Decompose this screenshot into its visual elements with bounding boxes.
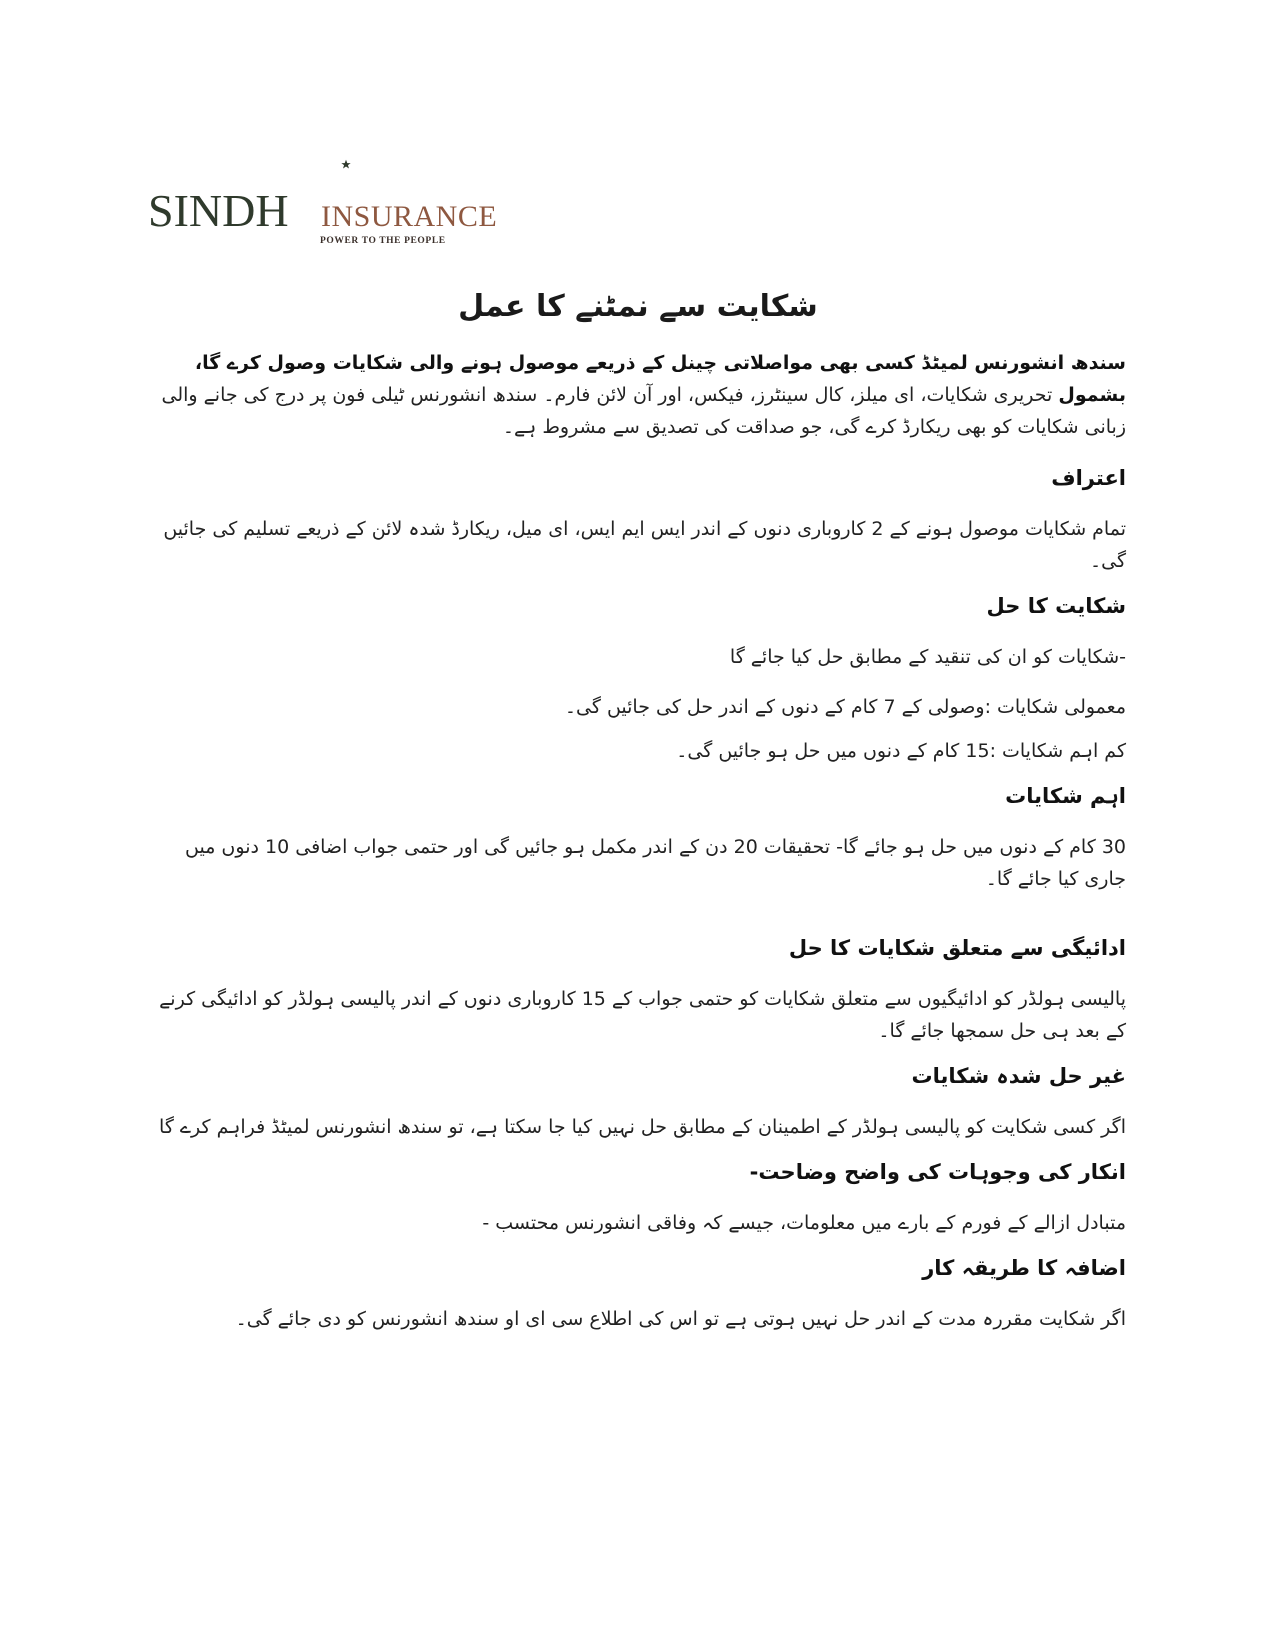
intro-paragraph	[150, 347, 1126, 443]
heading-important: اہم شکایات	[1005, 784, 1126, 808]
resolution-line-1: -شکایات کو ان کی تنقید کے مطابق حل کیا جائے گا	[729, 646, 1126, 668]
unresolved-text: اگر کسی شکایت کو پالیسی ہولڈر کے اطمینان کے مطابق حل نہیں کیا جا سکتا ہے، تو سندھ انشورنس لمیٹڈ فراہم کرے گا	[159, 1116, 1126, 1138]
company-logo	[148, 158, 528, 248]
logo-name-secondary: INSURANCE	[321, 200, 498, 233]
logo-tagline: POWER TO THE PEOPLE	[320, 236, 446, 246]
heading-payment: ادائیگی سے متعلق شکایات کا حل	[788, 936, 1126, 960]
heading-unresolved: غیر حل شدہ شکایات	[911, 1064, 1126, 1088]
intro-rest-text: تحریری شکایات، ای میلز، کال سینٹرز، فیکس، اور آن لائن فارم۔ سندھ انشورنس ٹیلی فون پر درج کی جانے والی زبانی شکایات کو بھی ریکارڈ کرے گی، جو صداقت کی تصدیق سے مشروط ہے۔	[161, 384, 1126, 438]
logo-name-main: SINDH	[148, 185, 289, 236]
resolution-line-2: معمولی شکایات :وصولی کے 7 کام کے دنوں کے اندر حل کی جائیں گی۔	[564, 696, 1126, 718]
escalation-text: اگر شکایت مقررہ مدت کے اندر حل نہیں ہوتی ہے تو اس کی اطلاع سی ای او سندھ انشورنس کو دی جائے گی۔	[235, 1308, 1126, 1330]
document-body	[150, 285, 1126, 1335]
important-text: 30 کام کے دنوں میں حل ہو جائے گا- تحقیقات 20 دن کے اندر مکمل ہو جائیں گی اور حتمی جواب اضافی 10 دنوں میں جاری کیا جائے گا۔	[185, 836, 1126, 890]
heading-refusal: انکار کی وجوہات کی واضح وضاحت-	[749, 1160, 1126, 1184]
refusal-text: متبادل ازالے کے فورم کے بارے میں معلومات، جیسے کہ وفاقی انشورنس محتسب -	[482, 1212, 1126, 1234]
resolution-line-3: کم اہم شکایات :15 کام کے دنوں میں حل ہو جائیں گی۔	[676, 740, 1126, 762]
payment-text: پالیسی ہولڈر کو ادائیگیوں سے متعلق شکایات کو حتمی جواب کے 15 کاروباری دنوں کے اندر پالیسی ہولڈر کو ادائیگی کرنے کے بعد ہی حل سمجھا جائے گا۔	[159, 988, 1126, 1042]
page-title: شکایت سے نمٹنے کا عمل	[458, 289, 818, 324]
heading-resolution: شکایت کا حل	[986, 594, 1126, 618]
acknowledgement-text: تمام شکایات موصول ہونے کے 2 کاروباری دنوں کے اندر ایس ایم ایس، ای میل، ریکارڈ شدہ لائن کے ذریعے تسلیم کی جائیں گی۔	[163, 518, 1126, 572]
intro-bold-text: سندھ انشورنس لمیٹڈ کسی بھی مواصلاتی چینل کے ذریعے موصول ہونے والی شکایات وصول کرے گا، بشمول	[194, 352, 1126, 406]
heading-escalation: اضافہ کا طریقہ کار	[922, 1256, 1126, 1280]
crescent-star-icon	[330, 158, 370, 194]
heading-acknowledgement: اعتراف	[1051, 466, 1126, 490]
